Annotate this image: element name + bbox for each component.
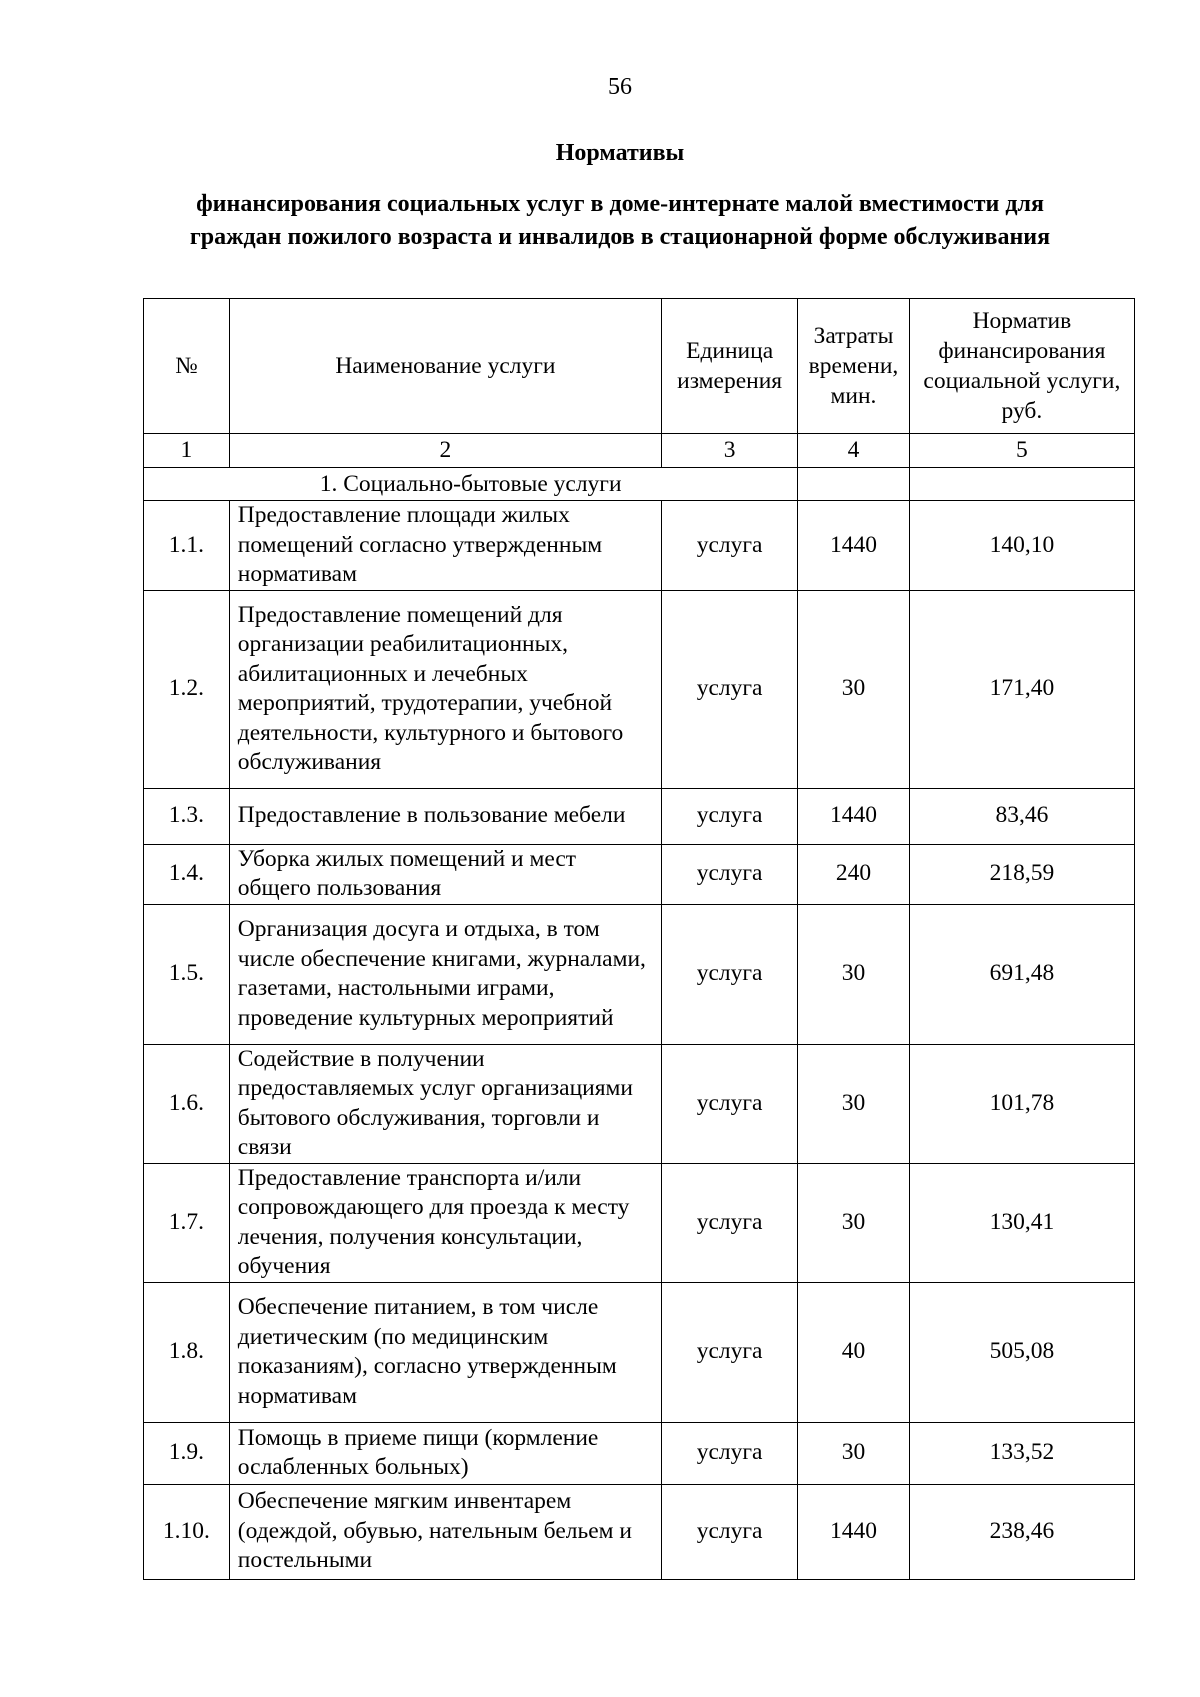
- table-row: [144, 1044, 1135, 1163]
- time-cell: 30: [798, 1422, 910, 1484]
- section-empty-cell: [798, 468, 910, 501]
- time-cell: 1440: [798, 1484, 910, 1579]
- time-cell: 30: [798, 590, 910, 788]
- service-name: Обеспечение мягким инвентарем (одеждой, обувью, нательным бельем и постельными: [229, 1484, 661, 1579]
- table-row: [144, 501, 1135, 591]
- column-number: 5: [909, 434, 1134, 468]
- norm-cell: 505,08: [909, 1282, 1134, 1422]
- table-row: [144, 1484, 1135, 1579]
- service-name: Предоставление площади жилых помещений согласно утвержденным нормативам: [229, 501, 661, 591]
- time-cell: 30: [798, 904, 910, 1044]
- row-number: 1.6.: [144, 1044, 230, 1163]
- service-name: Уборка жилых помещений и мест общего пользования: [229, 844, 661, 904]
- table-row: [144, 844, 1135, 904]
- header-unit: Единица измерения: [662, 299, 798, 434]
- row-number: 1.9.: [144, 1422, 230, 1484]
- norm-cell: 101,78: [909, 1044, 1134, 1163]
- unit-cell: услуга: [662, 1282, 798, 1422]
- table-row: [144, 788, 1135, 844]
- unit-cell: услуга: [662, 1422, 798, 1484]
- unit-cell: услуга: [662, 590, 798, 788]
- column-number-row: [144, 434, 1135, 468]
- unit-cell: услуга: [662, 844, 798, 904]
- row-number: 1.3.: [144, 788, 230, 844]
- norm-cell: 83,46: [909, 788, 1134, 844]
- service-name: Помощь в приеме пищи (кормление ослабленных больных): [229, 1422, 661, 1484]
- unit-cell: услуга: [662, 1484, 798, 1579]
- norm-cell: 133,52: [909, 1422, 1134, 1484]
- time-cell: 30: [798, 1163, 910, 1282]
- time-cell: 1440: [798, 788, 910, 844]
- time-cell: 40: [798, 1282, 910, 1422]
- service-name: Организация досуга и отдыха, в том числе обеспечение книгами, журналами, газетами, настольными играми, проведение культурных мероприятий: [229, 904, 661, 1044]
- service-name: Содействие в получении предоставляемых услуг организациями бытового обслуживания, торговли и связи: [229, 1044, 661, 1163]
- row-number: 1.5.: [144, 904, 230, 1044]
- norm-cell: 218,59: [909, 844, 1134, 904]
- column-number: 1: [144, 434, 230, 468]
- norm-cell: 130,41: [909, 1163, 1134, 1282]
- row-number: 1.1.: [144, 501, 230, 591]
- table-header-row: [144, 299, 1135, 434]
- page-number: 56: [608, 74, 632, 100]
- table-row: [144, 904, 1135, 1044]
- column-number: 4: [798, 434, 910, 468]
- unit-cell: услуга: [662, 904, 798, 1044]
- row-number: 1.8.: [144, 1282, 230, 1422]
- norm-cell: 238,46: [909, 1484, 1134, 1579]
- table-row: [144, 590, 1135, 788]
- header-num: №: [144, 299, 230, 434]
- column-number: 3: [662, 434, 798, 468]
- header-norm: Норматив финансирования социальной услуги, руб.: [909, 299, 1134, 434]
- row-number: 1.7.: [144, 1163, 230, 1282]
- norm-cell: 691,48: [909, 904, 1134, 1044]
- unit-cell: услуга: [662, 501, 798, 591]
- table-row: [144, 1163, 1135, 1282]
- header-name: Наименование услуги: [229, 299, 661, 434]
- table-row: [144, 1282, 1135, 1422]
- row-number: 1.10.: [144, 1484, 230, 1579]
- unit-cell: услуга: [662, 788, 798, 844]
- service-name: Предоставление помещений для организации реабилитационных, абилитационных и лечебных мероприятий, трудотерапии, учебной деятельности, культурного и бытового обслуживания: [229, 590, 661, 788]
- section-empty-cell: [909, 468, 1134, 501]
- services-table: [143, 298, 1135, 1580]
- section-row: [144, 468, 1135, 501]
- unit-cell: услуга: [662, 1044, 798, 1163]
- row-number: 1.2.: [144, 590, 230, 788]
- service-name: Предоставление транспорта и/или сопровождающего для проезда к месту лечения, получения консультации, обучения: [229, 1163, 661, 1282]
- norm-cell: 171,40: [909, 590, 1134, 788]
- time-cell: 1440: [798, 501, 910, 591]
- unit-cell: услуга: [662, 1163, 798, 1282]
- service-name: Обеспечение питанием, в том числе диетическим (по медицинским показаниям), согласно утвержденным нормативам: [229, 1282, 661, 1422]
- norm-cell: 140,10: [909, 501, 1134, 591]
- service-name: Предоставление в пользование мебели: [229, 788, 661, 844]
- table-row: [144, 1422, 1135, 1484]
- header-time: Затраты времени, мин.: [798, 299, 910, 434]
- table-body: [144, 501, 1135, 1580]
- row-number: 1.4.: [144, 844, 230, 904]
- document-title: Нормативы: [555, 140, 685, 166]
- time-cell: 240: [798, 844, 910, 904]
- section-title: 1. Социально-бытовые услуги: [144, 468, 798, 501]
- time-cell: 30: [798, 1044, 910, 1163]
- column-number: 2: [229, 434, 661, 468]
- document-subtitle: финансирования социальных услуг в доме-интернате малой вместимости для граждан пожилого возраста и инвалидов в стационарной форме обслуживания: [189, 191, 1051, 250]
